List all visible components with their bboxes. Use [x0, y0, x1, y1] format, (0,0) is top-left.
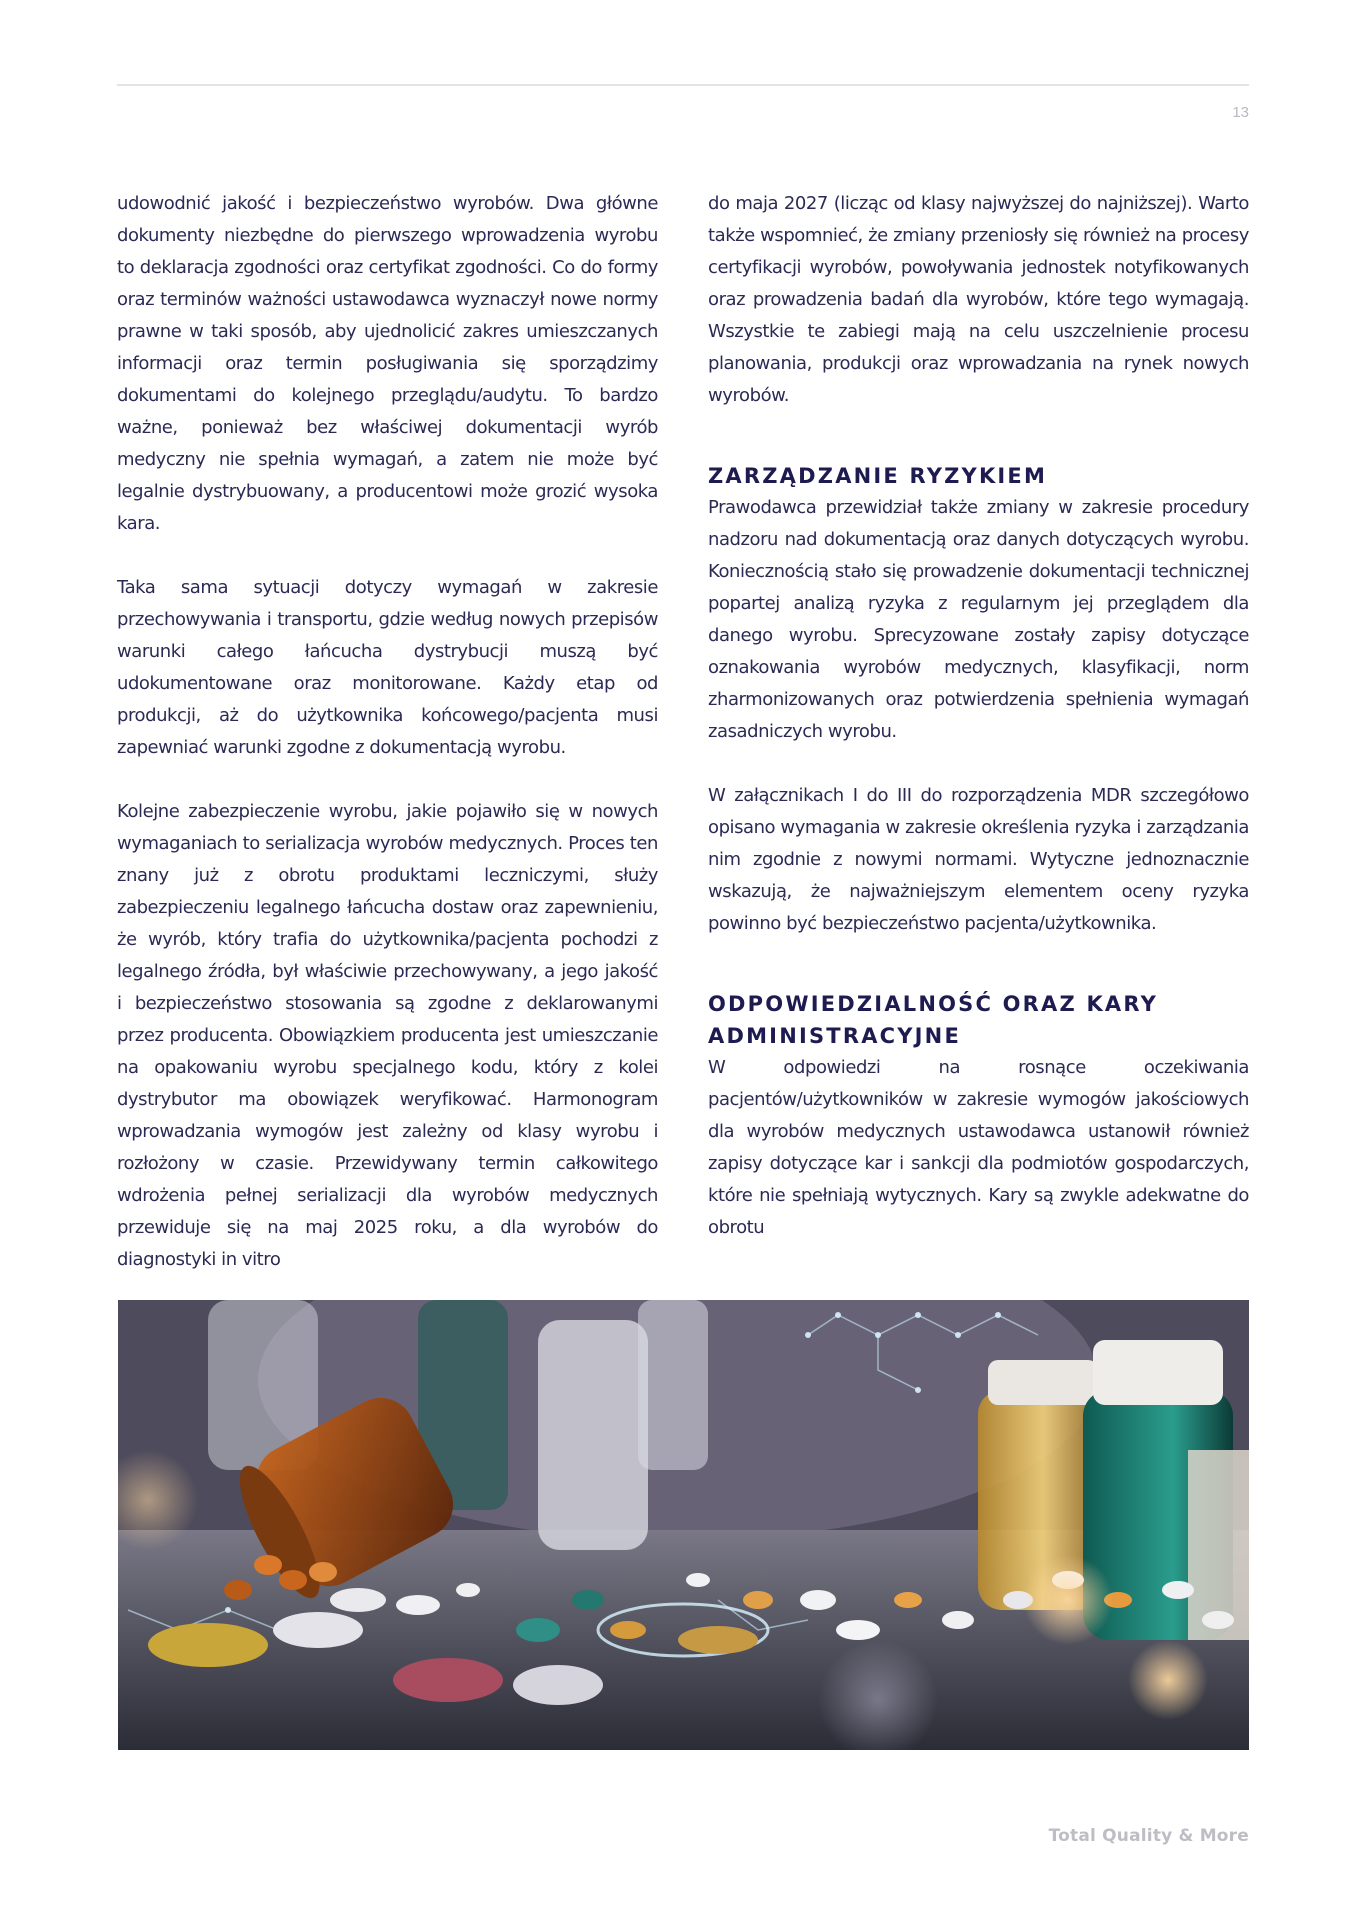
paragraph: W odpowiedzi na rosnące oczekiwania pacjentów/użytkowników w zakresie wymogów jakościowych dla wyrobów medycznych ustawodawca ustanowił również zapisy dotyczące kar i sankcji dla podmiotów gospodarczych, które nie spełniają wytycznych. Kary są zwykle adekwatne do obrotu — [708, 1057, 1249, 1238]
left-column — [117, 188, 658, 1276]
paragraph: udowodnić jakość i bezpieczeństwo wyrobów. Dwa główne dokumenty niezbędne do pierwszego wprowadzenia wyrobu to deklaracja zgodności oraz certyfikat zgodności. Co do formy oraz terminów ważności ustawodawca wyznaczył nowe normy prawne w taki sposób, aby ujednolicić zakres umieszczanych informacji oraz termin posługiwania się sporządzimy dokumentami do kolejnego przeglądu/audytu. To bardzo ważne, ponieważ bez właściwej dokumentacji wyrób medyczny nie spełnia wymagań, a zatem nie może być legalnie dystrybuowany, a producentowi może grozić wysoka kara. — [117, 193, 658, 534]
section-heading-liability: ODPOWIEDZIALNOŚĆ ORAZ KARY ADMINISTRACYJNE — [708, 992, 1158, 1048]
pills-illustration — [118, 1300, 1249, 1750]
paragraph: W załącznikach I do III do rozporządzenia MDR szczegółowo opisano wymagania w zakresie określenia ryzyka i zarządzania nim zgodnie z nowymi normami. Wytyczne jednoznacznie wskazują, że najważniejszym elementem oceny ryzyka powinno być bezpieczeństwo pacjenta/użytkownika. — [708, 785, 1249, 934]
paragraph: do maja 2027 (licząc od klasy najwyższej do najniższej). Warto także wspomnieć, że zmiany przeniosły się również na procesy certyfikacji wyrobów, powoływania jednostek notyfikowanych oraz prowadzenia badań dla wyrobów, które tego wymagają. Wszystkie te zabiegi mają na celu uszczelnienie procesu planowania, produkcji oraz wprowadzania na rynek nowych wyrobów. — [708, 193, 1249, 406]
paragraph: Kolejne zabezpieczenie wyrobu, jakie pojawiło się w nowych wymaganiach to serializacja wyrobów medycznych. Proces ten znany już z obrotu produktami leczniczymi, służy zabezpieczeniu legalnego łańcucha dostaw oraz zapewnieniu, że wyrób, który trafia do użytkownika/pacjenta pochodzi z legalnego źródła, był właściwie przechowywany, a jego jakość i bezpieczeństwo stosowania są zgodne z deklarowanymi przez producenta. Obowiązkiem producenta jest umieszczanie na opakowaniu wyrobu specjalnego kodu, który z kolei dystrybutor ma obowiązek weryfikować. Harmonogram wprowadzania wymogów jest zależny od klasy wyrobu i rozłożony w czasie. Przewidywany termin całkowitego wdrożenia pełnej serializacji dla wyrobów medycznych przewiduje się na maj 2025 roku, a dla wyrobów do diagnostyki in vitro — [117, 801, 658, 1270]
header-rule — [117, 84, 1249, 86]
section-heading-risk: ZARZĄDZANIE RYZYKIEM — [708, 464, 1048, 488]
paragraph: Taka sama sytuacji dotyczy wymagań w zakresie przechowywania i transportu, gdzie według nowych przepisów warunki całego łańcucha dystrybucji muszą być udokumentowane oraz monitorowane. Każdy etap od produkcji, aż do użytkownika końcowego/pacjenta musi zapewniać warunki zgodne z dokumentacją wyrobu. — [117, 577, 658, 758]
paragraph: Prawodawca przewidział także zmiany w zakresie procedury nadzoru nad dokumentacją oraz danych dotyczących wyrobu. Koniecznością stało się prowadzenie dokumentacji technicznej popartej analizą ryzyka z regularnym jej przeglądem dla danego wyrobu. Sprecyzowane zostały zapisy dotyczące oznakowania wyrobów medycznych, klasyfikacji, norm zharmonizowanych oraz potwierdzenia spełnienia wymagań zasadniczych wyrobu. — [708, 497, 1249, 742]
right-column — [708, 188, 1249, 1244]
page-number: 13 — [1232, 104, 1249, 121]
pills-photo — [118, 1300, 1249, 1750]
footer-publication-name: Total Quality & More — [1048, 1826, 1249, 1846]
